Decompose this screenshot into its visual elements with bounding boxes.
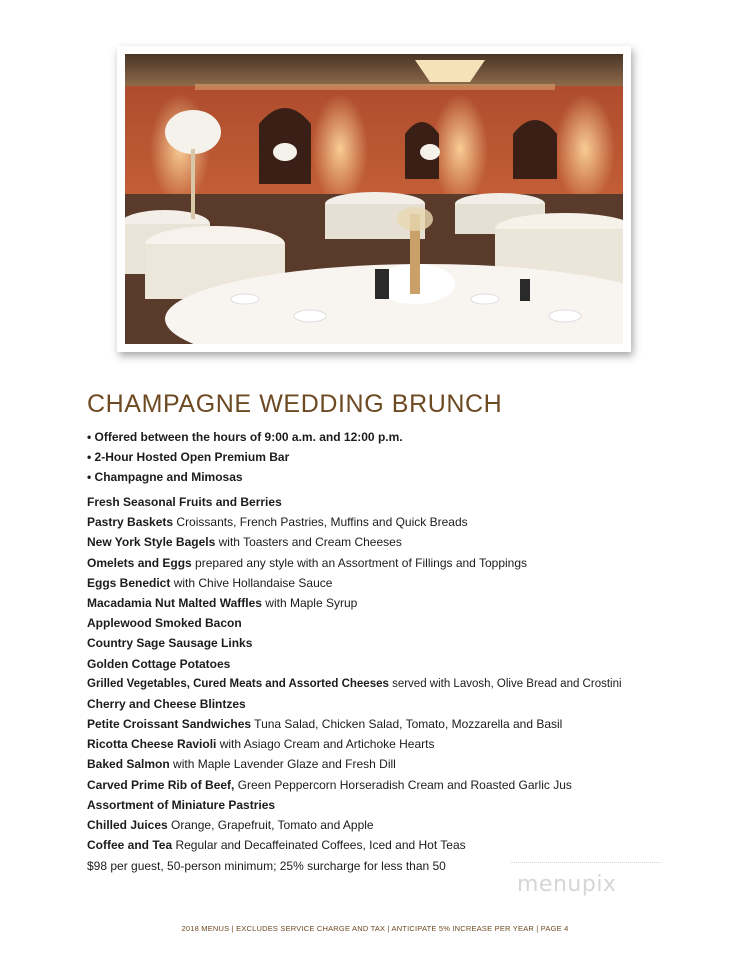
menu-item-name: Carved Prime Rib of Beef,	[87, 777, 235, 792]
menu-item-desc: served with Lavosh, Olive Bread and Crostini	[388, 677, 622, 690]
menu-item-name: Assortment of Miniature Pastries	[87, 797, 276, 812]
menu-item-desc: Regular and Decaffeinated Coffees, Iced and Hot Teas	[172, 838, 466, 853]
menu-item-name: Macadamia Nut Malted Waffles	[87, 595, 262, 610]
watermark-divider	[511, 862, 661, 864]
page-title: CHAMPAGNE WEDDING BRUNCH	[87, 390, 503, 418]
menu-item	[87, 654, 622, 674]
menu-item	[87, 674, 622, 694]
detail-item: • 2-Hour Hosted Open Premium Bar	[87, 450, 290, 464]
menu-item	[87, 573, 622, 593]
menu-item-desc: prepared any style with an Assortment of Fillings and Toppings	[191, 555, 527, 570]
menu-item-name: Golden Cottage Potatoes	[87, 656, 231, 671]
menu-item-desc: with Toasters and Cream Cheeses	[215, 535, 402, 550]
menu-item-name: Ricotta Cheese Ravioli	[87, 737, 217, 752]
menu-item	[87, 512, 622, 532]
detail-item: • Offered between the hours of 9:00 a.m. and 12:00 p.m.	[87, 430, 403, 444]
watermark-logo: menupix	[517, 872, 617, 897]
banquet-photo-frame	[117, 46, 631, 352]
menu-item-desc: with Asiago Cream and Artichoke Hearts	[216, 737, 435, 752]
menu-item-desc: Orange, Grapefruit, Tomato and Apple	[167, 818, 374, 832]
detail-item: • Champagne and Mimosas	[87, 470, 243, 484]
menu-item-desc: Green Peppercorn Horseradish Cream and Roasted Garlic Jus	[234, 777, 572, 792]
menu-item-name: Coffee and Tea	[87, 838, 173, 853]
menu-item	[87, 714, 622, 734]
menu-item-name: Baked Salmon	[87, 757, 170, 772]
menu-item	[87, 633, 622, 653]
menu-item	[87, 754, 622, 774]
event-details-list	[87, 427, 403, 487]
menu-item-desc: Croissants, French Pastries, Muffins and Quick Breads	[173, 515, 468, 530]
menu-item-name: Pastry Baskets	[87, 515, 174, 530]
menu-list	[87, 492, 622, 855]
menu-item-name: Country Sage Sausage Links	[87, 636, 253, 651]
menu-item-name: Eggs Benedict	[87, 575, 171, 590]
menu-item-name: Petite Croissant Sandwiches	[87, 717, 252, 732]
menu-item	[87, 492, 622, 512]
menu-item	[87, 835, 622, 855]
menu-item	[87, 553, 622, 573]
page-footer: 2018 MENUS | EXCLUDES SERVICE CHARGE AND TAX | ANTICIPATE 5% INCREASE PER YEAR | PAGE 4	[181, 924, 569, 933]
banquet-hall-photo	[125, 54, 623, 344]
menu-item-name: Chilled Juices	[87, 818, 168, 832]
menu-item-desc: with Maple Syrup	[261, 595, 358, 610]
menu-item-name: Grilled Vegetables, Cured Meats and Assorted Cheeses	[87, 677, 389, 690]
menu-item	[87, 694, 622, 714]
menu-item-name: Fresh Seasonal Fruits and Berries	[87, 495, 282, 509]
price-note: $98 per guest, 50-person minimum; 25% surcharge for less than 50	[87, 859, 446, 873]
menu-item	[87, 613, 622, 633]
menu-item	[87, 734, 622, 754]
menu-item-name: Applewood Smoked Bacon	[87, 616, 242, 631]
menu-item-desc: Tuna Salad, Chicken Salad, Tomato, Mozzarella and Basil	[251, 717, 563, 732]
menu-item-desc: with Maple Lavender Glaze and Fresh Dill	[169, 757, 396, 772]
menu-item	[87, 795, 622, 815]
menu-item	[87, 593, 622, 613]
menu-item-name: Cherry and Cheese Blintzes	[87, 696, 246, 711]
menu-item-desc: with Chive Hollandaise Sauce	[170, 575, 333, 590]
menu-item-name: New York Style Bagels	[87, 535, 216, 550]
menu-item	[87, 532, 622, 552]
menu-item	[87, 815, 622, 835]
menu-item-name: Omelets and Eggs	[87, 555, 192, 570]
menu-item	[87, 775, 622, 795]
